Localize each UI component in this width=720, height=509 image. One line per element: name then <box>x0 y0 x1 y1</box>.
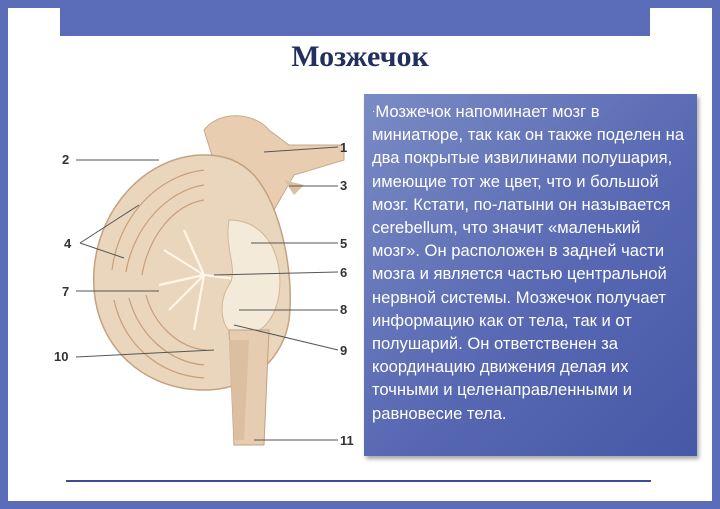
top-frame-bar <box>0 0 720 8</box>
cerebellum-diagram <box>54 100 364 480</box>
label-8: 8 <box>340 302 348 317</box>
label-5: 5 <box>340 236 348 251</box>
label-2: 2 <box>62 152 70 167</box>
bullet-mark: · <box>372 106 376 117</box>
top-accent-band <box>60 8 650 36</box>
description-box <box>364 94 697 456</box>
label-9: 9 <box>340 343 348 358</box>
label-1: 1 <box>340 140 348 155</box>
description-text <box>364 94 697 425</box>
slide-title: Мозжечок <box>291 40 429 73</box>
bottom-divider <box>66 480 651 482</box>
label-6: 6 <box>340 265 348 280</box>
label-3: 3 <box>340 178 348 193</box>
label-10: 10 <box>54 349 69 364</box>
label-11: 11 <box>340 433 354 448</box>
description-paragraph: Мозжечок напоминает мозг в миниатюре, так как он также поделен на два покрытые извилинами полушария, имеющие тот же цвет, что и большой мозг. Кстати, по-латыни он называется cerebellum, что значит «маленький мозг». Он расположен в задней части мозга и является частью центральной нервной системы. Мозжечок получает информацию как от тела, так и от полушарий. Он ответственен за координацию движения делая их точными и целенаправленными и равновесие тела. <box>372 102 685 423</box>
label-7: 7 <box>62 284 70 299</box>
label-4: 4 <box>64 236 72 251</box>
